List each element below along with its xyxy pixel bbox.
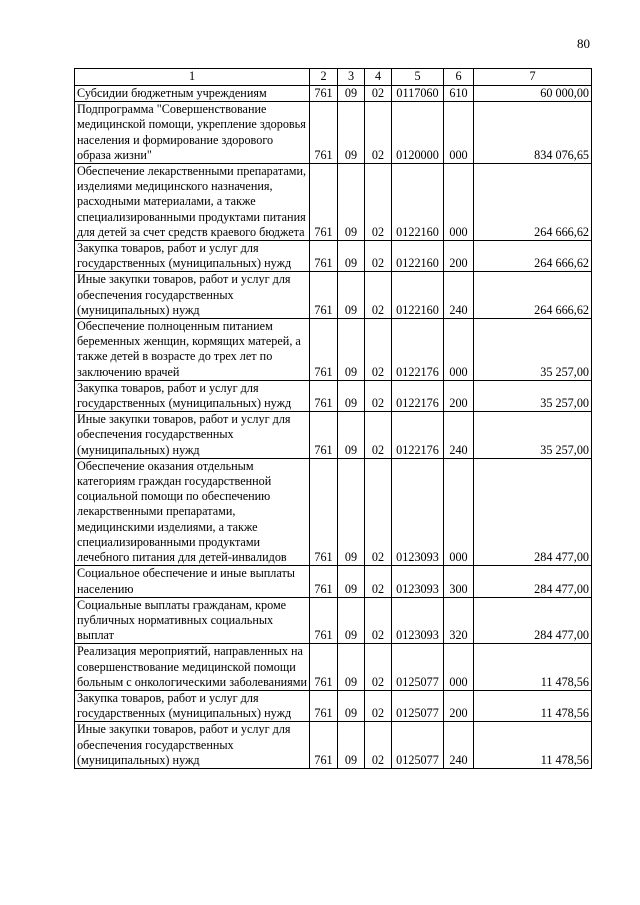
row-description: Обеспечение лекарственными препаратами, изделиями медицинского назначения, расходными материалами, а также специализированными продуктами питания для детей за счет средств краевого бюджета [75,164,310,241]
table-row [75,164,592,241]
expense-type-code: 610 [444,86,474,102]
target-item-code: 0122160 [392,241,444,272]
target-item-code: 0123093 [392,597,444,644]
section-code: 09 [338,644,365,691]
amount: 60 000,00 [474,86,592,102]
row-description: Закупка товаров, работ и услуг для государственных (муниципальных) нужд [75,380,310,411]
row-description: Социальные выплаты гражданам, кроме публичных нормативных социальных выплат [75,597,310,644]
subsection-code: 02 [365,722,392,769]
header-cell: 5 [392,69,444,86]
expense-type-code: 000 [444,164,474,241]
subsection-code: 02 [365,644,392,691]
ministry-code: 761 [310,458,338,565]
expense-type-code: 000 [444,319,474,381]
header-cell: 7 [474,69,592,86]
amount: 11 478,56 [474,722,592,769]
header-cell: 3 [338,69,365,86]
expense-type-code: 200 [444,380,474,411]
header-cell: 1 [75,69,310,86]
ministry-code: 761 [310,566,338,597]
amount: 284 477,00 [474,597,592,644]
section-code: 09 [338,690,365,721]
subsection-code: 02 [365,597,392,644]
amount: 264 666,62 [474,241,592,272]
subsection-code: 02 [365,458,392,565]
header-cell: 4 [365,69,392,86]
target-item-code: 0125077 [392,690,444,721]
expense-type-code: 240 [444,272,474,319]
row-description: Реализация мероприятий, направленных на совершенствование медицинской помощи больным с онкологическими заболеваниями [75,644,310,691]
table-header-row [75,69,592,86]
target-item-code: 0123093 [392,458,444,565]
target-item-code: 0125077 [392,722,444,769]
table-row [75,319,592,381]
amount: 11 478,56 [474,644,592,691]
ministry-code: 761 [310,86,338,102]
table-row [75,86,592,102]
table-row [75,722,592,769]
row-description: Иные закупки товаров, работ и услуг для обеспечения государственных (муниципальных) нужд [75,722,310,769]
subsection-code: 02 [365,241,392,272]
expense-type-code: 240 [444,412,474,459]
expense-type-code: 240 [444,722,474,769]
amount: 11 478,56 [474,690,592,721]
subsection-code: 02 [365,566,392,597]
section-code: 09 [338,241,365,272]
table-body [75,86,592,769]
expense-type-code: 200 [444,690,474,721]
budget-table [74,68,592,769]
amount: 284 477,00 [474,458,592,565]
amount: 264 666,62 [474,272,592,319]
target-item-code: 0125077 [392,644,444,691]
expense-type-code: 000 [444,644,474,691]
target-item-code: 0120000 [392,102,444,164]
ministry-code: 761 [310,319,338,381]
target-item-code: 0122160 [392,272,444,319]
subsection-code: 02 [365,102,392,164]
row-description: Подпрограмма "Совершенствование медицинской помощи, укрепление здоровья населения и формирование здорового образа жизни" [75,102,310,164]
table-row [75,102,592,164]
expense-type-code: 000 [444,458,474,565]
subsection-code: 02 [365,86,392,102]
target-item-code: 0122160 [392,164,444,241]
header-cell: 6 [444,69,474,86]
table-row [75,597,592,644]
table-row [75,566,592,597]
ministry-code: 761 [310,272,338,319]
amount: 284 477,00 [474,566,592,597]
section-code: 09 [338,319,365,381]
row-description: Иные закупки товаров, работ и услуг для обеспечения государственных (муниципальных) нужд [75,412,310,459]
subsection-code: 02 [365,412,392,459]
row-description: Обеспечение полноценным питанием беременных женщин, кормящих матерей, а также детей в возрасте до трех лет по заключению врачей [75,319,310,381]
amount: 35 257,00 [474,412,592,459]
row-description: Иные закупки товаров, работ и услуг для обеспечения государственных (муниципальных) нужд [75,272,310,319]
target-item-code: 0122176 [392,380,444,411]
target-item-code: 0123093 [392,566,444,597]
table-row [75,272,592,319]
table-row [75,380,592,411]
row-description: Закупка товаров, работ и услуг для государственных (муниципальных) нужд [75,241,310,272]
section-code: 09 [338,597,365,644]
page-number: 80 [577,36,590,51]
ministry-code: 761 [310,412,338,459]
ministry-code: 761 [310,644,338,691]
expense-type-code: 000 [444,102,474,164]
table-row [75,644,592,691]
subsection-code: 02 [365,380,392,411]
table-row [75,690,592,721]
subsection-code: 02 [365,272,392,319]
section-code: 09 [338,458,365,565]
section-code: 09 [338,722,365,769]
target-item-code: 0117060 [392,86,444,102]
section-code: 09 [338,102,365,164]
target-item-code: 0122176 [392,412,444,459]
ministry-code: 761 [310,241,338,272]
amount: 35 257,00 [474,380,592,411]
ministry-code: 761 [310,164,338,241]
table-row [75,458,592,565]
row-description: Обеспечение оказания отдельным категориям граждан государственной социальной помощи по обеспечению лекарственными препаратами, медицинскими изделиями, а также специализированными продуктами лечебного питания для детей-инвалидов [75,458,310,565]
expense-type-code: 200 [444,241,474,272]
row-description: Социальное обеспечение и иные выплаты населению [75,566,310,597]
expense-type-code: 320 [444,597,474,644]
section-code: 09 [338,86,365,102]
expense-type-code: 300 [444,566,474,597]
row-description: Субсидии бюджетным учреждениям [75,86,310,102]
ministry-code: 761 [310,102,338,164]
subsection-code: 02 [365,164,392,241]
row-description: Закупка товаров, работ и услуг для государственных (муниципальных) нужд [75,690,310,721]
header-cell: 2 [310,69,338,86]
amount: 264 666,62 [474,164,592,241]
table-row [75,412,592,459]
amount: 834 076,65 [474,102,592,164]
subsection-code: 02 [365,319,392,381]
section-code: 09 [338,566,365,597]
ministry-code: 761 [310,690,338,721]
ministry-code: 761 [310,380,338,411]
section-code: 09 [338,164,365,241]
ministry-code: 761 [310,722,338,769]
table-row [75,241,592,272]
target-item-code: 0122176 [392,319,444,381]
ministry-code: 761 [310,597,338,644]
section-code: 09 [338,412,365,459]
amount: 35 257,00 [474,319,592,381]
subsection-code: 02 [365,690,392,721]
section-code: 09 [338,380,365,411]
section-code: 09 [338,272,365,319]
